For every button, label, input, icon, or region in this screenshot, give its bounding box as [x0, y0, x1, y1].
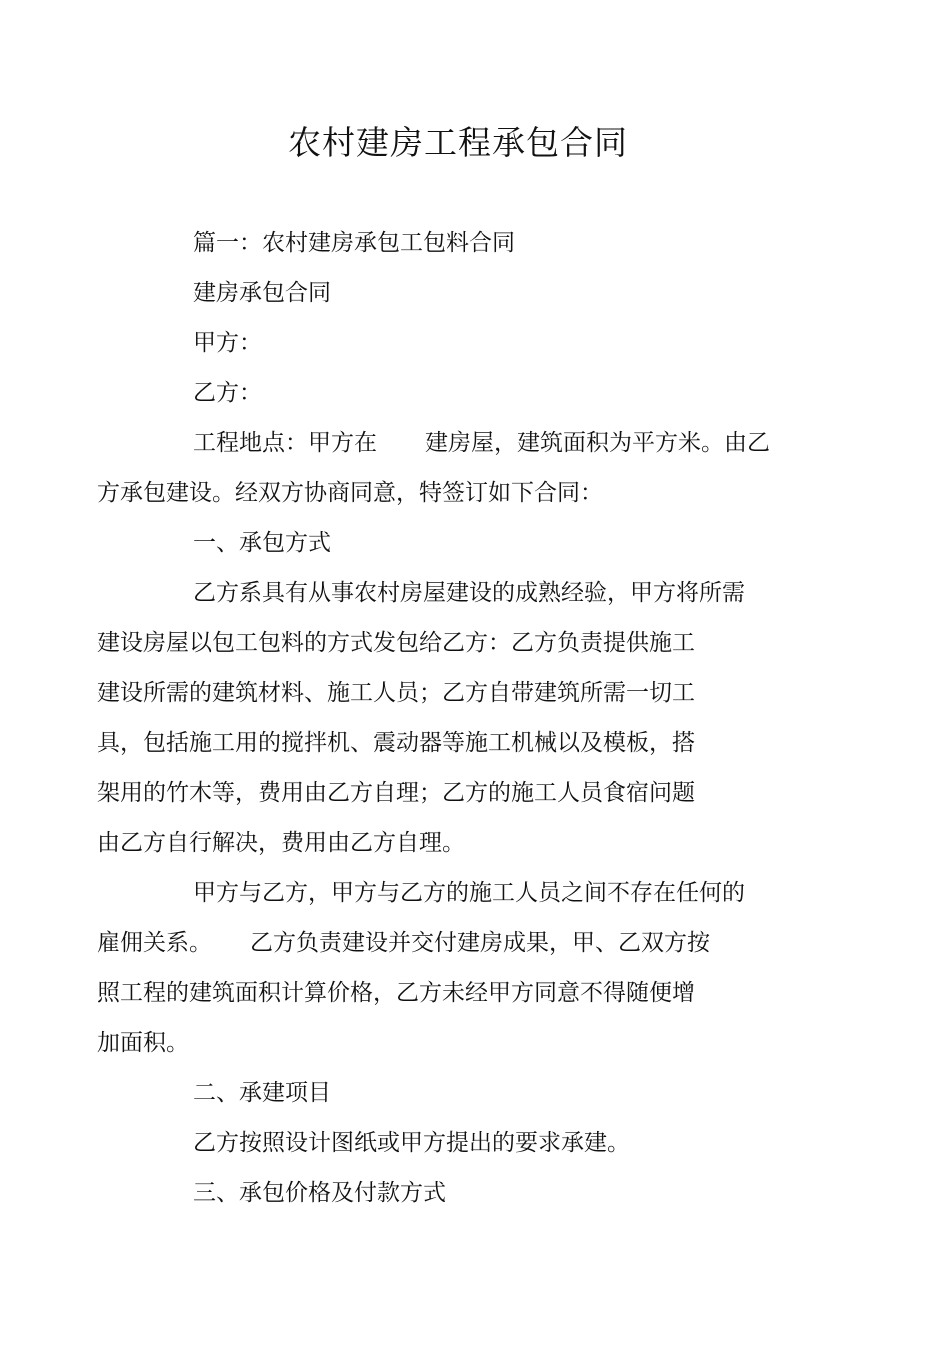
paragraph	[145, 1068, 785, 1118]
text-segment: 工程地点：甲方在	[193, 430, 377, 456]
paragraph	[145, 368, 785, 418]
paragraph	[145, 268, 785, 318]
text-line: 篇一：农村建房承包工包料合同	[193, 230, 515, 256]
text-line: 乙方：	[193, 380, 262, 406]
text-line	[97, 918, 785, 968]
section-heading: 三、承包价格及付款方式	[193, 1180, 446, 1206]
text-line: 乙方系具有从事农村房屋建设的成熟经验，甲方将所需	[193, 580, 745, 606]
paragraph	[97, 418, 785, 518]
text-line: 建设所需的建筑材料、施工人员；乙方自带建筑所需一切工	[97, 680, 695, 706]
section-heading: 二、承建项目	[193, 1080, 331, 1106]
text-line: 具，包括施工用的搅拌机、震动器等施工机械以及模板，搭	[97, 730, 695, 756]
paragraph	[145, 318, 785, 368]
text-line: 建房承包合同	[193, 280, 331, 306]
text-segment: 建房屋，建筑面积为平方米。由乙	[425, 430, 770, 456]
document-title: 农村建房工程承包合同	[288, 123, 628, 162]
paragraph	[145, 518, 785, 568]
text-line: 架用的竹木等，费用由乙方自理；乙方的施工人员食宿问题	[97, 780, 695, 806]
paragraph	[145, 1118, 785, 1168]
paragraph	[145, 218, 785, 268]
text-line	[145, 418, 785, 468]
text-line: 加面积。	[97, 1030, 189, 1056]
text-line: 方承包建设。经双方协商同意，特签订如下合同：	[97, 480, 603, 506]
text-line: 甲方与乙方，甲方与乙方的施工人员之间不存在任何的	[193, 880, 745, 906]
text-line: 建设房屋以包工包料的方式发包给乙方：乙方负责提供施工	[97, 630, 695, 656]
paragraph	[97, 568, 785, 868]
paragraph	[145, 1168, 785, 1218]
text-line: 照工程的建筑面积计算价格，乙方未经甲方同意不得随便增	[97, 980, 695, 1006]
text-line: 由乙方自行解决，费用由乙方自理。	[97, 830, 465, 856]
text-line: 甲方：	[193, 330, 262, 356]
section-heading: 一、承包方式	[193, 530, 331, 556]
paragraph	[97, 868, 785, 1068]
text-line: 乙方按照设计图纸或甲方提出的要求承建。	[193, 1130, 630, 1156]
text-segment: 乙方负责建设并交付建房成果，甲、乙双方按	[250, 930, 710, 956]
text-segment: 雇佣关系。	[97, 930, 212, 956]
document-body	[97, 218, 785, 1218]
